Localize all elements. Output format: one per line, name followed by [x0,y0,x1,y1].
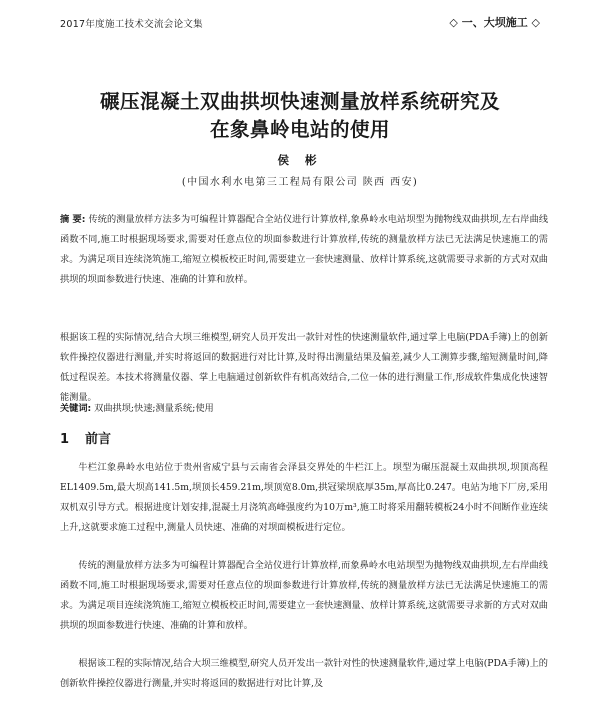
section-heading [60,428,111,447]
abstract-paragraph-2 [60,328,548,408]
keywords-text: 双曲拱坝;快速;测量系统;使用 [94,403,214,414]
keywords-line [60,399,548,419]
abstract-text-1: 传统的测量放样方法多为可编程计算器配合全站仪进行计算放样,象鼻岭水电站坝型为抛物线双曲拱坝,左右岸曲线函数不同,施工时根据现场要求,需要对任意点位的坝面参数进行计算放样,传统的测量放样方法已无法满足快速施工的需求。为满足项目连续浇筑施工,缩短立模板校正时间,需要建立一套快速测量、放样计算系统,这就需要寻求新的方式对双曲拱坝的坝面参数进行快速、准确的计算和放样。 [60,214,549,285]
paper-title-line-1: 碾压混凝土双曲拱坝快速测量放样系统研究及 [99,90,500,113]
abstract-paragraph-1 [60,210,548,290]
keywords-label: 关键词: [60,403,92,414]
running-header-right: ◇ 一、大坝施工 ◇ [449,16,540,29]
abstract-text-2: 根据该工程的实际情况,结合大坝三维模型,研究人员开发出一款针对性的快速测量软件,通过掌上电脑(PDA手簿)上的创新软件操控仪器进行测量,并实时将返回的数据进行对比计算,及时得出测量结果及偏差,减少人工测算步骤,缩短测量时间,降低过程误差。本技术将测量仪器、掌上电脑通过创新软件有机高效结合,二位一体的进行测量工作,形成软件集成化快速智能测量。 [60,332,548,403]
body-paragraph-1: 牛栏江象鼻岭水电站位于贵州省威宁县与云南省会泽县交界处的牛栏江上。坝型为碾压混凝土双曲拱坝,坝顶高程EL1409.5m,最大坝高141.5m,坝顶长459.21m,坝顶宽8.0m,拱冠梁坝底厚35m,厚高比0.247。电站为地下厂房,采用双机双引导方式。根据进度计划安排,混凝土月浇筑高峰强度约为10万m³,施工时将采用翻转模板24小时不间断作业连续上升,这就要求施工过程中,测量人员快速、准确的对坝面模板进行定位。 [60,462,548,533]
abstract-label: 摘 要: [60,214,86,225]
section-number: 1 [60,432,70,447]
section-title: 前言 [85,432,112,447]
body-paragraph-2: 传统的测量放样方法多为可编程计算器配合全站仪进行计算放样,而象鼻岭水电站坝型为抛物线双曲拱坝,左右岸曲线函数不同,施工时根据现场要求,需要对任意点位的坝面参数进行计算放样,传统的测量放样方法已无法满足快速施工的需求。为满足项目连续浇筑施工,缩短立模板校正时间,需要建立一套快速测量、放样计算系统,这就需要寻求新的方式对双曲拱坝的坝面参数进行快速、准确的计算和放样。 [60,560,548,631]
body-paragraph-3: 根据该工程的实际情况,结合大坝三维模型,研究人员开发出一款针对性的快速测量软件,通过掌上电脑(PDA手簿)上的创新软件操控仪器进行测量,并实时将返回的数据进行对比计算,及 [60,658,548,689]
author: 侯 彬 [277,153,323,167]
affiliation: (中国水利水电第三工程局有限公司 陕西 西安) [181,177,419,188]
paper-title-line-2: 在象鼻岭电站的使用 [209,118,390,141]
running-header-left: 2017年度施工技术交流会论文集 [60,19,203,30]
